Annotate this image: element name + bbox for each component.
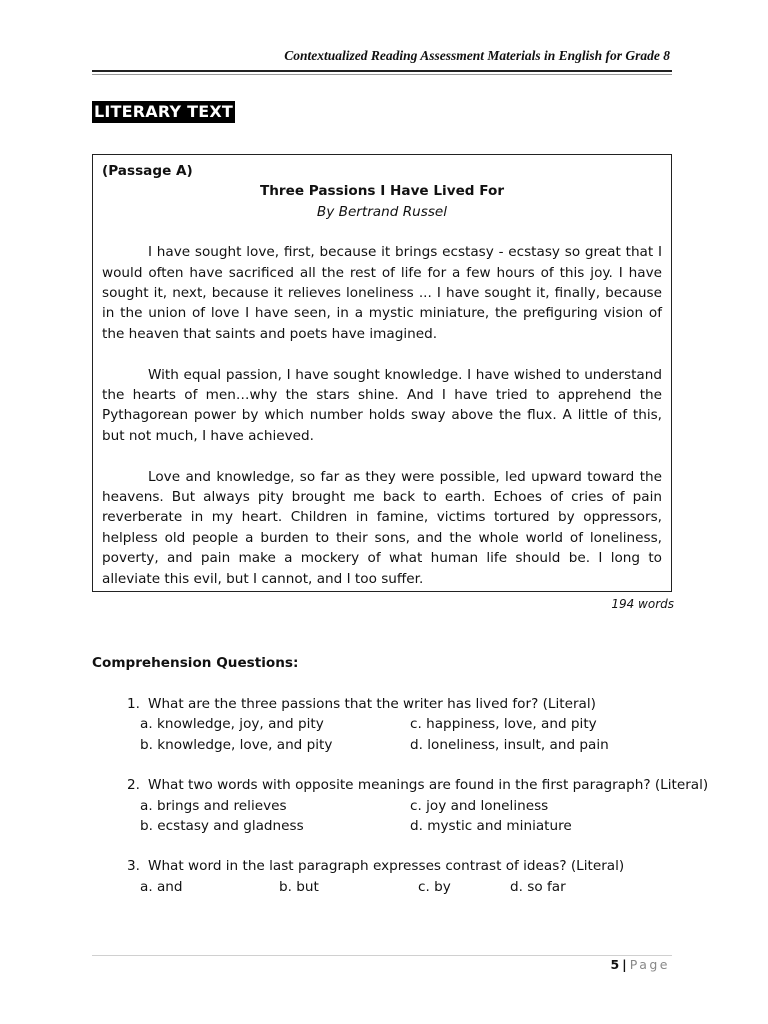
option-b: b. ecstasy and gladness xyxy=(140,817,304,834)
question-list xyxy=(92,694,752,917)
question-text: What two words with opposite meanings are found in the first paragraph? (Literal) xyxy=(148,777,709,794)
question-number: 3. xyxy=(127,858,140,875)
question-1 xyxy=(92,694,752,755)
passage-paragraph-3: Love and knowledge, so far as they were possible, led upward toward the heavens. But always pity brought me back to earth. Echoes of cries of pain reverberate in my heart. Children in famine, victims tortured by oppressors, helpless old people a burden to their sons, and the whole world of loneliness, poverty, and pain make a mockery of what human life should be. I long to alleviate this evil, but I cannot, and I too suffer. xyxy=(102,468,662,587)
page-label: Page xyxy=(629,957,670,972)
page-number: 5 xyxy=(610,957,620,972)
passage-title: Three Passions I Have Lived For xyxy=(259,183,505,200)
option-c: c. happiness, love, and pity xyxy=(410,716,597,733)
question-number: 2. xyxy=(127,777,140,794)
passage-paragraph-2: With equal passion, I have sought knowledge. I have wished to understand the hearts of men…why the stars shine. And I have tried to apprehend the Pythagorean power by which number holds sway above the flux. A little of this, but not much, I have achieved. xyxy=(102,366,662,444)
option-b: b. but xyxy=(279,878,319,895)
option-d: d. loneliness, insult, and pain xyxy=(410,736,609,753)
question-2 xyxy=(92,775,752,836)
option-b: b. knowledge, love, and pity xyxy=(140,736,333,753)
option-a: a. brings and relieves xyxy=(140,797,287,814)
question-text: What word in the last paragraph expresses contrast of ideas? (Literal) xyxy=(148,858,625,875)
option-d: d. mystic and miniature xyxy=(410,817,572,834)
header-divider xyxy=(92,70,672,72)
option-c: c. by xyxy=(418,878,451,895)
comprehension-heading: Comprehension Questions: xyxy=(92,655,299,671)
passage-label: (Passage A) xyxy=(102,163,193,179)
word-count: 194 words xyxy=(611,597,674,611)
option-c: c. joy and loneliness xyxy=(410,797,549,814)
passage-author: By Bertrand Russel xyxy=(316,203,448,220)
option-d: d. so far xyxy=(510,878,566,895)
question-3 xyxy=(92,856,752,897)
footer-separator: | xyxy=(622,957,627,972)
footer-divider xyxy=(92,955,672,956)
option-a: a. and xyxy=(140,878,183,895)
page-footer xyxy=(610,957,670,972)
passage-box xyxy=(92,154,672,592)
passage-paragraph-1: I have sought love, first, because it brings ecstasy - ecstasy so great that I would often have sacrificed all the rest of life for a few hours of this joy. I have sought it, next, because it relieves loneliness ... I have sought it, finally, because in the union of love I have seen, in a mystic miniature, the prefiguring vision of the heaven that saints and poets have imagined. xyxy=(102,244,662,342)
question-text: What are the three passions that the writer has lived for? (Literal) xyxy=(148,696,596,712)
section-label: LITERARY TEXT xyxy=(94,102,233,121)
option-a: a. knowledge, joy, and pity xyxy=(140,716,324,733)
document-header-title: Contextualized Reading Assessment Materials in English for Grade 8 xyxy=(284,48,670,63)
question-number: 1. xyxy=(127,696,140,712)
header-divider-thin xyxy=(92,74,672,75)
